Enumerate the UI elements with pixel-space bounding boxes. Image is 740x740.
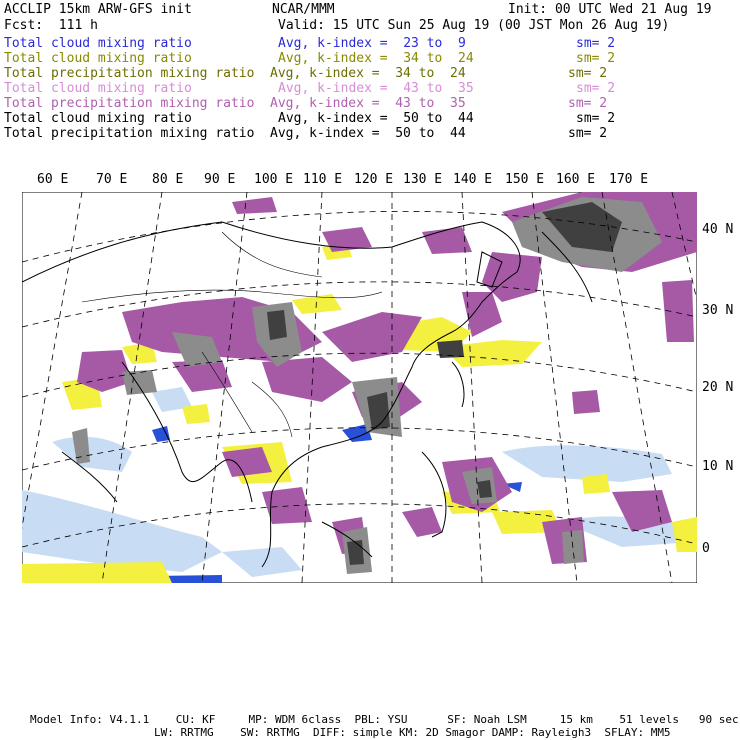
model-title: ACCLIP 15km ARW-GFS init xyxy=(4,2,192,17)
valid-time: Valid: 15 UTC Sun 25 Aug 19 (00 JST Mon 26 Aug 19) xyxy=(278,18,670,33)
lat-label: 40 N xyxy=(702,222,734,237)
legend-avg: Avg, k-index = 43 to 35 xyxy=(278,81,474,96)
lon-label: 90 E xyxy=(204,172,236,187)
forecast-map xyxy=(22,192,697,583)
lon-label: 100 E xyxy=(254,172,294,187)
legend-avg: Avg, k-index = 34 to 24 xyxy=(270,66,466,81)
lon-label: 160 E xyxy=(556,172,596,187)
lon-label: 120 E xyxy=(354,172,394,187)
legend-field: Total cloud mixing ratio xyxy=(4,51,192,66)
forecast-hour: Fcst: 111 h xyxy=(4,18,98,33)
lon-label: 170 E xyxy=(609,172,649,187)
lon-label: 110 E xyxy=(303,172,343,187)
legend-avg: Avg, k-index = 43 to 35 xyxy=(270,96,466,111)
model-physics: LW: RRTMG SW: RRTMG DIFF: simple KM: 2D Smagor DAMP: Rayleigh3 SFLAY: MM5 xyxy=(154,726,671,739)
legend-sm: sm= 2 xyxy=(576,36,616,51)
legend-avg: Avg, k-index = 34 to 24 xyxy=(278,51,474,66)
lon-label: 60 E xyxy=(37,172,69,187)
lon-label: 80 E xyxy=(152,172,184,187)
legend-sm: sm= 2 xyxy=(576,51,616,66)
lat-label: 0 xyxy=(702,541,710,556)
model-info: Model Info: V4.1.1 CU: KF MP: WDM 6class PBL: YSU SF: Noah LSM 15 km 51 levels 90 sec xyxy=(30,713,739,726)
lon-label: 140 E xyxy=(453,172,493,187)
legend-sm: sm= 2 xyxy=(568,66,608,81)
lon-label: 130 E xyxy=(403,172,443,187)
legend-avg: Avg, k-index = 50 to 44 xyxy=(278,111,474,126)
legend-sm: sm= 2 xyxy=(576,111,616,126)
legend-field: Total cloud mixing ratio xyxy=(4,36,192,51)
legend-sm: sm= 2 xyxy=(568,126,608,141)
legend-sm: sm= 2 xyxy=(576,81,616,96)
legend-field: Total cloud mixing ratio xyxy=(4,111,192,126)
legend-field: Total cloud mixing ratio xyxy=(4,81,192,96)
lon-label: 70 E xyxy=(96,172,128,187)
lat-label: 10 N xyxy=(702,459,734,474)
center-label: NCAR/MMM xyxy=(272,2,335,17)
lon-label: 150 E xyxy=(505,172,545,187)
legend-field: Total precipitation mixing ratio xyxy=(4,96,255,111)
lat-label: 30 N xyxy=(702,303,734,318)
lat-label: 20 N xyxy=(702,380,734,395)
legend-field: Total precipitation mixing ratio xyxy=(4,126,255,141)
init-time: Init: 00 UTC Wed 21 Aug 19 xyxy=(508,2,712,17)
legend-avg: Avg, k-index = 23 to 9 xyxy=(278,36,466,51)
legend-sm: sm= 2 xyxy=(568,96,608,111)
legend-field: Total precipitation mixing ratio xyxy=(4,66,255,81)
legend-avg: Avg, k-index = 50 to 44 xyxy=(270,126,466,141)
